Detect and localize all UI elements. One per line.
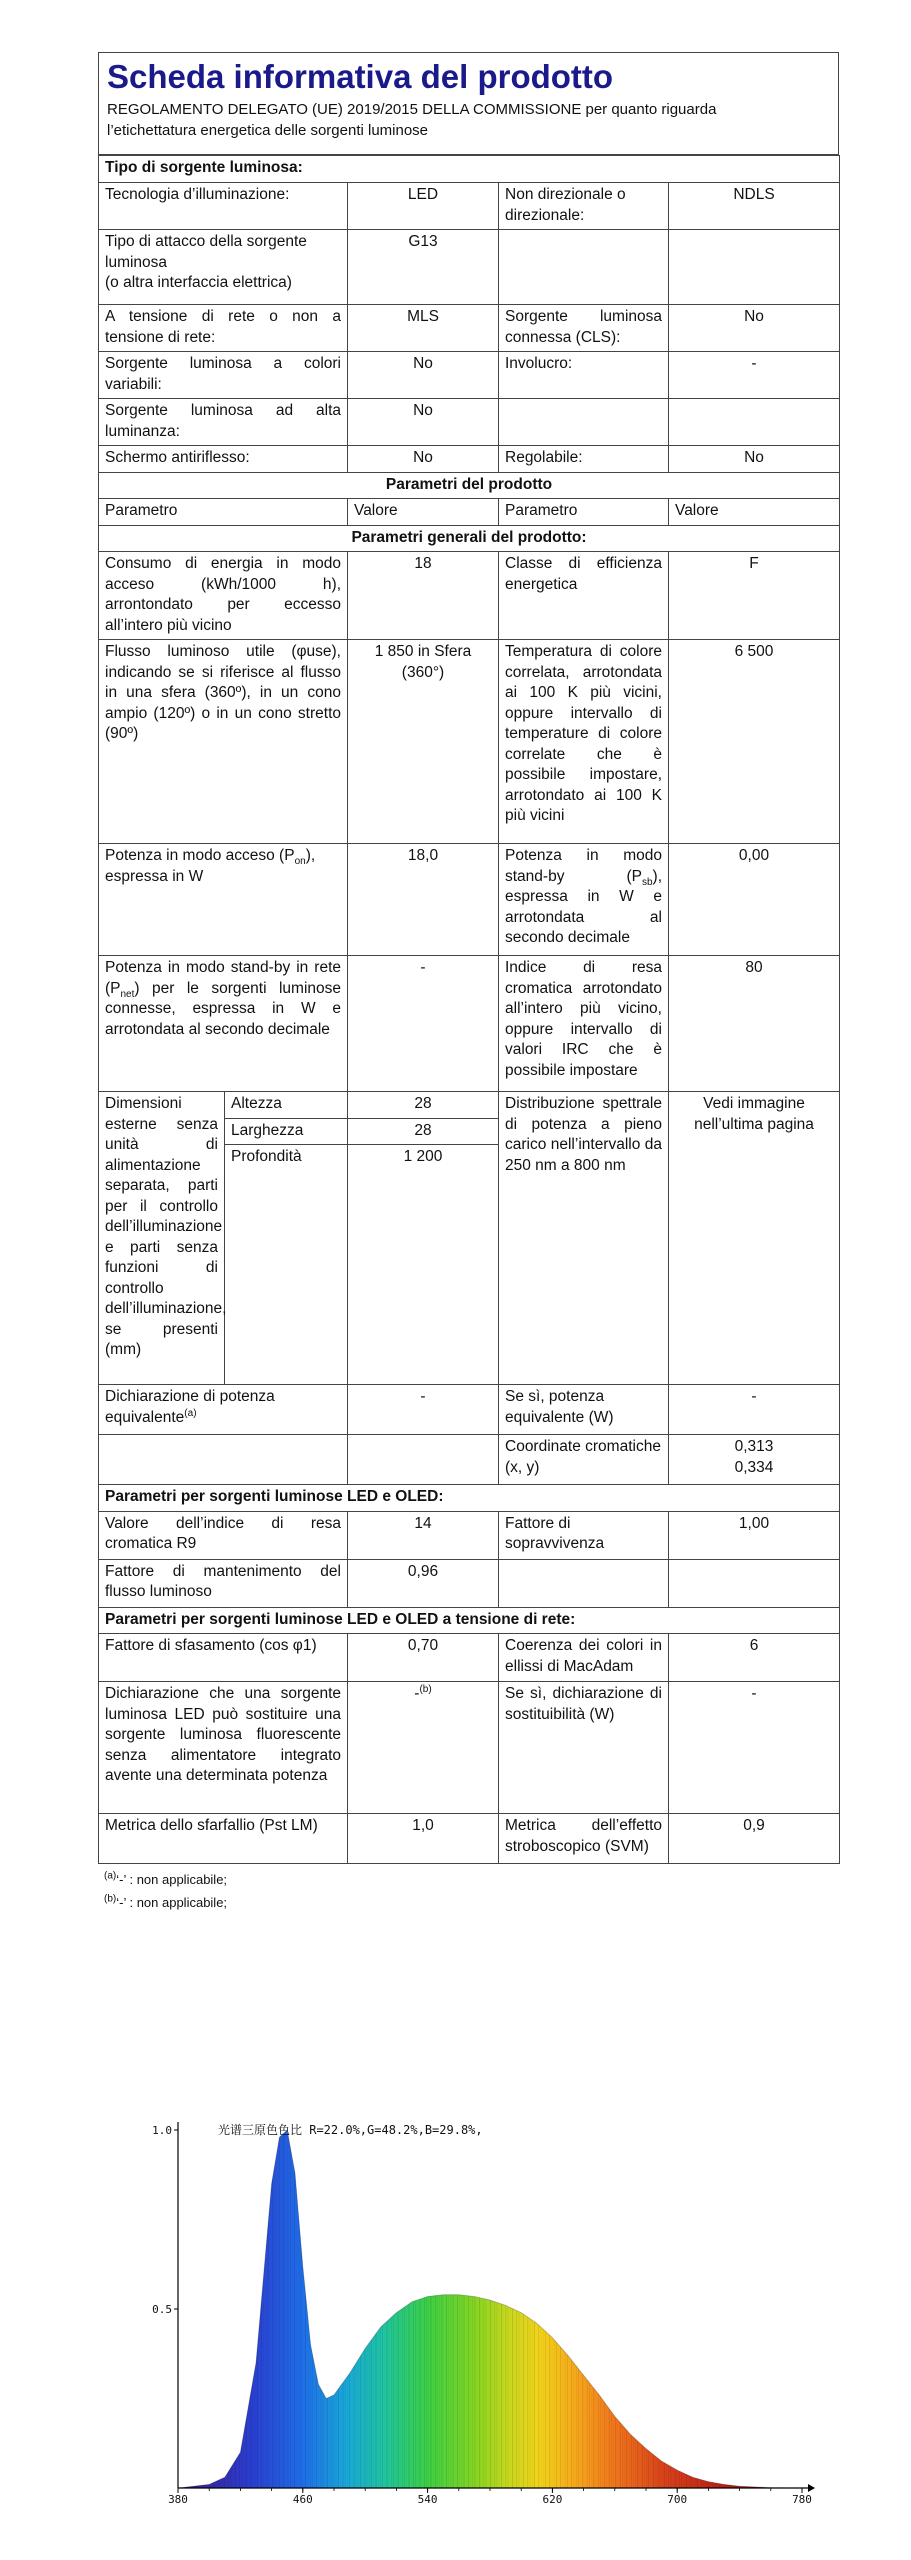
pnet-label xyxy=(99,956,348,1092)
svm-label: Metrica dell’effetto stroboscopico (SVM) xyxy=(499,1814,669,1864)
footnote-a xyxy=(104,1868,839,1891)
header-box xyxy=(98,52,839,155)
svm-value: 0,9 xyxy=(669,1814,840,1864)
power-factor-label: Fattore di sfasamento (cos φ1) xyxy=(99,1634,348,1682)
pon-sub: on xyxy=(294,856,306,868)
dimensions-label: Dimensioni esterne senza unità di alimentazione separata, parti per il controllo dell’illuminazione e parti senza funzioni di controllo dell’illuminazione, se presenti (mm) xyxy=(99,1092,225,1385)
chroma-label: Coordinate cromatiche (x, y) xyxy=(499,1435,669,1485)
section-product-params: Parametri del prodotto xyxy=(99,472,840,499)
section-light-source-type: Tipo di sorgente luminosa: xyxy=(99,156,840,183)
pon-value: 18,0 xyxy=(348,844,499,956)
chroma-value xyxy=(669,1435,840,1485)
high-luminance-value: No xyxy=(348,399,499,446)
spd-value: Vedi immagine nell’ultima pagina xyxy=(669,1092,840,1385)
empty-cell xyxy=(499,399,669,446)
x-tick-label: 620 xyxy=(542,2493,563,2506)
x-axis-arrow xyxy=(808,2484,815,2492)
section-led-params: Parametri per sorgenti luminose LED e OLED: xyxy=(99,1485,840,1512)
psb-label-a: Potenza in modo stand-by (P xyxy=(505,847,662,885)
replacement-value xyxy=(348,1682,499,1814)
cap-label-line-1: Tipo di attacco della sorgente luminosa xyxy=(105,233,307,271)
replacement-sup: (b) xyxy=(419,1683,432,1695)
replacement-w-value: - xyxy=(669,1682,840,1814)
regulation-subtitle xyxy=(107,99,830,141)
x-tick-label: 380 xyxy=(168,2493,188,2506)
tech-value: LED xyxy=(348,183,499,230)
equiv-sup: (a) xyxy=(184,1407,197,1419)
x-tick-label: 460 xyxy=(292,2493,313,2506)
empty-cell xyxy=(99,1435,348,1485)
width-value: 28 xyxy=(348,1118,499,1145)
x-tick-label: 780 xyxy=(792,2493,812,2506)
r9-value: 14 xyxy=(348,1511,499,1559)
glare-label: Schermo antiriflesso: xyxy=(99,446,348,473)
tech-label: Tecnologia d’illuminazione: xyxy=(99,183,348,230)
psb-sub: sb xyxy=(641,876,653,888)
replacement-label: Dichiarazione che una sorgente luminosa LED può sostituire una sorgente luminosa fluorescente senza alimentatore integrato avente una determinata potenza xyxy=(99,1682,348,1814)
color-value: No xyxy=(348,352,499,399)
flicker-label: Metrica dello sfarfallio (Pst LM) xyxy=(99,1814,348,1864)
directional-label: Non direzionale o direzionale: xyxy=(499,183,669,230)
chart-title: 光谱三原色色比 R=22.0%,G=48.2%,B=29.8%, xyxy=(218,2123,483,2137)
cri-value: 80 xyxy=(669,956,840,1092)
footnote-b xyxy=(104,1891,839,1914)
spectrum-svg xyxy=(142,2096,822,2506)
cri-label: Indice di resa cromatica arrotondato all’intero più vicino, oppure intervallo di valori IRC che è possibile impostare xyxy=(499,956,669,1092)
maintenance-label: Fattore di mantenimento del flusso luminoso xyxy=(99,1559,348,1607)
pon-label xyxy=(99,844,348,956)
width-label: Larghezza xyxy=(225,1118,348,1145)
height-value: 28 xyxy=(348,1092,499,1119)
mains-label: A tensione di rete o non a tensione di rete: xyxy=(99,305,348,352)
survival-value: 1,00 xyxy=(669,1511,840,1559)
cct-value: 6 500 xyxy=(669,640,840,844)
col-param-header: Parametro xyxy=(99,499,348,526)
mains-value: MLS xyxy=(348,305,499,352)
efficiency-class-label: Classe di efficienza energetica xyxy=(499,552,669,640)
empty-cell xyxy=(669,399,840,446)
maintenance-value: 0,96 xyxy=(348,1559,499,1607)
spectrum-chart xyxy=(142,2096,822,2506)
equiv-value: - xyxy=(348,1385,499,1435)
power-factor-value: 0,70 xyxy=(348,1634,499,1682)
footnote-a-sup: (a) xyxy=(104,1870,117,1882)
equiv-label-text: Dichiarazione di potenza equivalente xyxy=(105,1388,275,1426)
y-tick-label: 1.0 xyxy=(152,2124,172,2137)
x-tick-label: 700 xyxy=(667,2493,688,2506)
equiv-w-label: Se sì, potenza equivalente (W) xyxy=(499,1385,669,1435)
pon-label-b: ), espressa in W xyxy=(105,847,316,885)
cls-label: Sorgente luminosa connessa (CLS): xyxy=(499,305,669,352)
replacement-value-text: - xyxy=(414,1685,420,1702)
pnet-sub: net xyxy=(120,988,135,1000)
directional-value: NDLS xyxy=(669,183,840,230)
equiv-label xyxy=(99,1385,348,1435)
flux-label: Flusso luminoso utile (φuse), indicando se si riferisce al flusso in una sfera (360º), in un cono ampio (120º) o in un cono stretto (90º) xyxy=(99,640,348,844)
macadam-value: 6 xyxy=(669,1634,840,1682)
dimmable-value: No xyxy=(669,446,840,473)
survival-label: Fattore di sopravvivenza xyxy=(499,1511,669,1559)
psb-label-b: ), espressa in W e arrotondata al secondo decimale xyxy=(505,867,662,946)
flux-value: 1 850 in Sfera (360°) xyxy=(348,640,499,844)
energy-value: 18 xyxy=(348,552,499,640)
pnet-label-b: ) per le sorgenti luminose connesse, espressa in W e arrotondata al secondo decimale xyxy=(105,979,341,1038)
empty-cell xyxy=(669,1559,840,1607)
x-tick-label: 540 xyxy=(417,2493,438,2506)
section-general-params: Parametri generali del prodotto: xyxy=(99,525,840,552)
high-luminance-label: Sorgente luminosa ad alta luminanza: xyxy=(99,399,348,446)
glare-value: No xyxy=(348,446,499,473)
pnet-label-a: Potenza in modo stand-by in rete (P xyxy=(105,959,341,997)
footnote-b-text: ‘-’ : non applicabile; xyxy=(116,1895,228,1910)
psb-value: 0,00 xyxy=(669,844,840,956)
empty-cell xyxy=(669,230,840,305)
chroma-y: 0,334 xyxy=(734,1458,774,1476)
product-table xyxy=(98,155,840,1864)
chroma-x: 0,313 xyxy=(734,1438,774,1455)
empty-cell xyxy=(499,1559,669,1607)
equiv-w-value: - xyxy=(669,1385,840,1435)
y-tick-label: 0.5 xyxy=(152,2303,172,2316)
height-label: Altezza xyxy=(225,1092,348,1119)
pnet-value: - xyxy=(348,956,499,1092)
cap-label xyxy=(99,230,348,305)
cap-label-line-2: (o altra interfaccia elettrica) xyxy=(105,274,292,291)
replacement-w-label: Se sì, dichiarazione di sostituibilità (W) xyxy=(499,1682,669,1814)
page-title: Scheda informativa del prodotto xyxy=(107,58,614,95)
empty-cell xyxy=(348,1435,499,1485)
subtitle-line-2: l’etichettatura energetica delle sorgenti luminose xyxy=(107,122,429,139)
depth-label: Profondità xyxy=(225,1145,348,1385)
col-value-header: Valore xyxy=(348,499,499,526)
empty-cell xyxy=(499,230,669,305)
macadam-label: Coerenza dei colori in ellissi di MacAdam xyxy=(499,1634,669,1682)
dimmable-label: Regolabile: xyxy=(499,446,669,473)
psb-label xyxy=(499,844,669,956)
flicker-value: 1,0 xyxy=(348,1814,499,1864)
col-param-header: Parametro xyxy=(499,499,669,526)
pon-label-a: Potenza in modo acceso (P xyxy=(105,847,295,864)
efficiency-class-value: F xyxy=(669,552,840,640)
cct-label: Temperatura di colore correlata, arrotondata ai 100 K più vicini, oppure intervallo di temperature di colore correlate che è possibile impostare, arrotondato ai 100 K più vicini xyxy=(499,640,669,844)
cap-value: G13 xyxy=(348,230,499,305)
color-label: Sorgente luminosa a colori variabili: xyxy=(99,352,348,399)
product-information-sheet xyxy=(98,52,839,1914)
spectrum-plot xyxy=(152,2122,815,2506)
subtitle-line-1: REGOLAMENTO DELEGATO (UE) 2019/2015 DELLA COMMISSIONE per quanto riguarda xyxy=(107,101,717,118)
envelope-value: - xyxy=(669,352,840,399)
footnotes xyxy=(98,1868,839,1914)
col-value-header: Valore xyxy=(669,499,840,526)
r9-label: Valore dell’indice di resa cromatica R9 xyxy=(99,1511,348,1559)
depth-value: 1 200 xyxy=(348,1145,499,1385)
footnote-b-sup: (b) xyxy=(104,1893,117,1905)
section-led-mains-params: Parametri per sorgenti luminose LED e OLED a tensione di rete: xyxy=(99,1607,840,1634)
cls-value: No xyxy=(669,305,840,352)
envelope-label: Involucro: xyxy=(499,352,669,399)
footnote-a-text: ‘-’ : non applicabile; xyxy=(116,1872,228,1887)
spd-label: Distribuzione spettrale di potenza a pieno carico nell’intervallo da 250 nm a 800 nm xyxy=(499,1092,669,1385)
energy-label: Consumo di energia in modo acceso (kWh/1000 h), arrontondato per eccesso all’intero più vicino xyxy=(99,552,348,640)
